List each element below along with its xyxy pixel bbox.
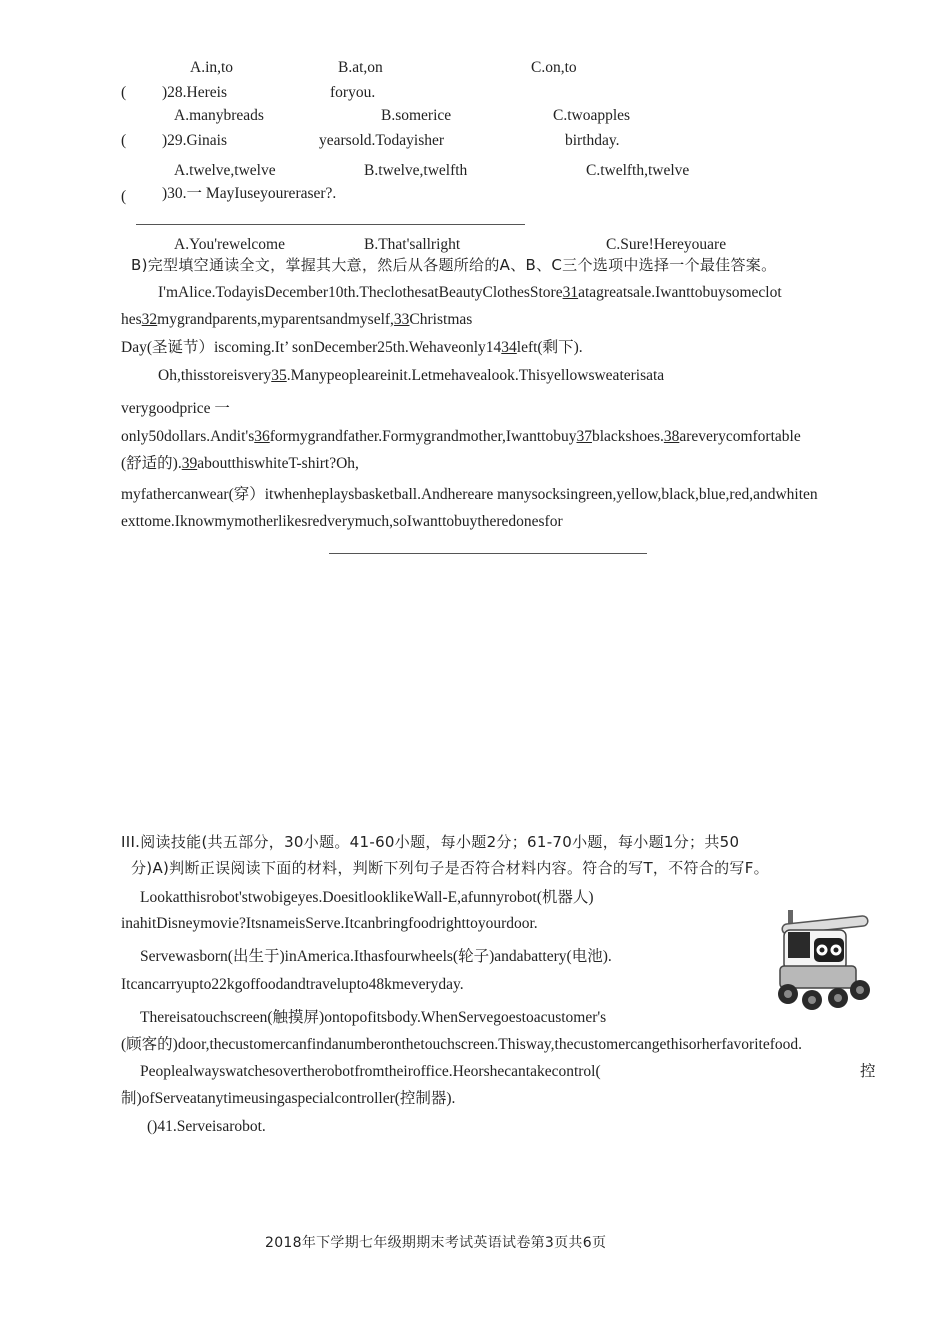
q30-stem: )30.一 MayIuseyoureraser?. bbox=[162, 185, 337, 202]
q30-paren: ( bbox=[121, 188, 127, 205]
blank-35: 35 bbox=[271, 367, 287, 384]
q27-option-b: B.at,on bbox=[338, 59, 383, 76]
delivery-robot-image bbox=[768, 908, 880, 1012]
reading-p1-line2: inahitDisneymovie?ItsnameisServe.Itcanbringfoodrighttoyourdoor. bbox=[121, 915, 538, 932]
reading-instructions: 分)A)判断正误阅读下面的材料，判断下列句子是否符合材料内容。符合的写T，不符合的写F。 bbox=[131, 859, 769, 877]
question-41: ()41.Serveisarobot. bbox=[147, 1118, 266, 1135]
q30-option-c: C.Sure!Hereyouare bbox=[606, 236, 727, 253]
page-footer: 2018年下学期七年级期期末考试英语试卷第3页共6页 bbox=[265, 1235, 607, 1251]
cloze-line-9: exttome.Iknowmymotherlikesredverymuch,soIwanttobuytheredonesfor bbox=[121, 513, 563, 530]
cloze-line-4: Oh,thisstoreisvery35.Manypeopleareinit.Letmehavealook.Thisyellowsweaterisata bbox=[158, 367, 665, 384]
reading-p4-line1: Peoplealwayswatchesovertherobotfromtheiroffice.Heorshecantakecontrol( bbox=[140, 1063, 601, 1080]
cloze-answer-line bbox=[329, 553, 647, 554]
q29-stem: )29.Ginais bbox=[162, 132, 228, 149]
q28-stem-end: foryou. bbox=[330, 84, 376, 101]
reading-p2-line1: Servewasborn(出生于)inAmerica.Ithasfourwheels(轮子)andabattery(电池). bbox=[140, 948, 612, 965]
blank-31: 31 bbox=[562, 284, 579, 301]
reading-p3-line2: (顾客的)door,thecustomercanfindanumberonthetouchscreen.Thisway,thecustomercangethisorherfavoritefood. bbox=[121, 1036, 802, 1053]
q30-answer-line bbox=[136, 224, 525, 225]
cloze-line-7: (舒适的).39aboutthiswhiteT-shirt?Oh, bbox=[121, 455, 359, 472]
blank-38: 38 bbox=[663, 428, 680, 445]
reading-p4-line2: 制)ofServeatanytimeusingaspecialcontroller(控制器). bbox=[121, 1090, 456, 1107]
q27-option-c: C.on,to bbox=[531, 59, 577, 76]
reading-p2-line2: Itcancarryupto22kgoffoodandtravelupto48kmeveryday. bbox=[121, 976, 464, 993]
q27-option-a: A.in,to bbox=[190, 59, 234, 76]
cloze-line-1: I'mAlice.TodayisDecember10th.TheclothesatBeautyClothesStore31atagreatsale.Iwanttobuysomeclot bbox=[158, 284, 782, 301]
blank-36: 36 bbox=[254, 428, 270, 445]
cloze-line-3: Day(圣诞节）iscoming.It’ sonDecember25th.Wehaveonly1434left(剩下). bbox=[121, 339, 583, 356]
q30-option-a: A.You'rewelcome bbox=[174, 236, 285, 253]
q28-paren: ( bbox=[121, 84, 127, 101]
reading-p3-line1: Thereisatouchscreen(触摸屏)ontopofitsbody.WhenServegoestoacustomer's bbox=[140, 1009, 607, 1026]
q29-option-c: C.twelfth,twelve bbox=[586, 162, 690, 179]
q29-stem-mid: yearsold.Todayisher bbox=[319, 132, 445, 149]
q29-option-a: A.twelve,twelve bbox=[174, 162, 276, 179]
q28-option-b: B.somerice bbox=[381, 107, 452, 124]
reading-p4-line1-end: 控 bbox=[860, 1063, 876, 1080]
cloze-line-2: hes32mygrandparents,myparentsandmyself,33Christmas bbox=[121, 311, 473, 328]
reading-p1-line1: Lookatthisrobot'stwobigeyes.DoesitlooklikeWall-E,afunnyrobot(机器人) bbox=[140, 889, 594, 906]
blank-37: 37 bbox=[576, 428, 592, 445]
blank-39: 39 bbox=[181, 455, 198, 472]
cloze-line-6: only50dollars.Andit's36formygrandfather.Formygrandmother,Iwanttobuy37blackshoes.38areverycomfortable bbox=[121, 428, 801, 445]
blank-32: 32 bbox=[141, 311, 158, 328]
q28-option-a: A.manybreads bbox=[174, 107, 264, 124]
cloze-heading: B)完型填空通读全文，掌握其大意，然后从各题所给的A、B、C三个选项中选择一个最佳答案。 bbox=[131, 256, 777, 274]
cloze-line-8: myfathercanwear(穿）itwhenheplaysbasketball.Andhereare manysocksingreen,yellow,black,blue,red,andwhiten bbox=[121, 486, 818, 503]
cloze-line-5: verygoodprice 一 bbox=[121, 400, 230, 417]
q29-option-b: B.twelve,twelfth bbox=[364, 162, 468, 179]
q29-stem-end: birthday. bbox=[565, 132, 620, 149]
blank-33: 33 bbox=[393, 311, 410, 328]
q28-option-c: C.twoapples bbox=[553, 107, 631, 124]
q30-option-b: B.That'sallright bbox=[364, 236, 461, 253]
blank-34: 34 bbox=[501, 339, 517, 356]
q29-paren: ( bbox=[121, 132, 127, 149]
reading-heading: III.阅读技能(共五部分，30小题。41-60小题，每小题2分；61-70小题，每小题1分；共50 bbox=[121, 833, 740, 851]
q28-stem: )28.Hereis bbox=[162, 84, 227, 101]
